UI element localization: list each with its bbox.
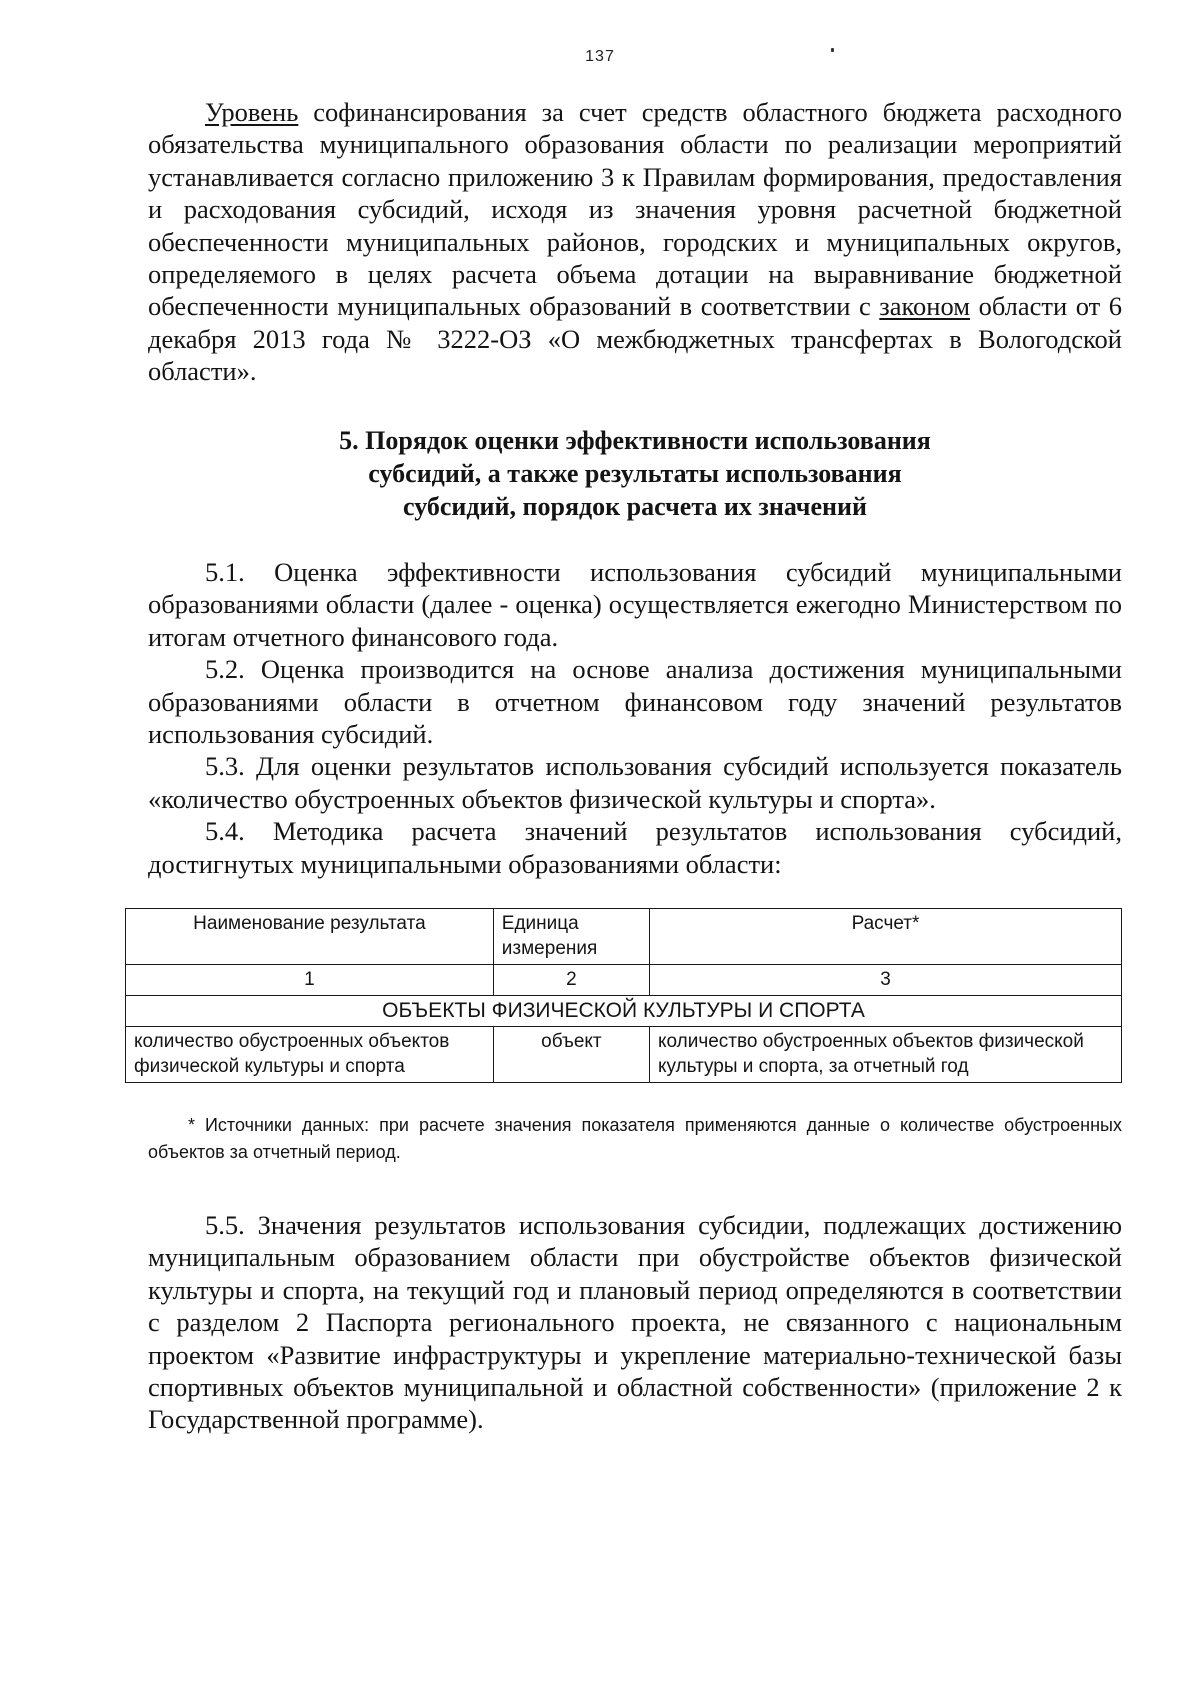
results-table bbox=[125, 908, 1122, 1083]
paragraph-5-5: 5.5. Значения результатов использования субсидии, подлежащих достижению муниципальным образованием области при обустройстве объектов физической культуры и спорта, на текущий год и плановый период определяются в соответствии с разделом 2 Паспорта регионального проекта, не связанного с национальным проектом «Развитие инфраструктуры и укрепление материально-технической базы спортивных объектов муниципальной и областной собственности» (приложение 2 к Государственной программе). bbox=[148, 1210, 1122, 1435]
intro-paragraph bbox=[148, 96, 1122, 388]
section-heading bbox=[148, 424, 1122, 523]
paragraph-5-2: 5.2. Оценка производится на основе анализа достижения муниципальными образованиями области в отчетном финансовом году значений результатов использования субсидий. bbox=[148, 654, 1122, 750]
heading-line: субсидий, а также результаты использования bbox=[368, 459, 902, 488]
header-cell-unit: Единица измерения bbox=[493, 909, 649, 965]
intro-text-b: области от 6 декабря 2013 года № 3222-ОЗ «О межбюджетных трансфертах в Вологодской области». bbox=[148, 291, 1122, 387]
column-number: 2 bbox=[493, 965, 649, 996]
column-number: 3 bbox=[649, 965, 1121, 996]
law-link[interactable]: законом bbox=[879, 291, 971, 322]
intro-text-a: софинансирования за счет средств областного бюджета расходного обязательства муниципального образования области по реализации мероприятий устанавливается согласно приложению 3 к Правилам формирования, предоставления и расходования субсидий, исходя из значения уровня расчетной бюджетной обеспеченности муниципальных районов, городских и муниципальных округов, определяемого в целях расчета объема дотации на выравнивание бюджетной обеспеченности муниципальных образований в соответствии с bbox=[148, 97, 1122, 322]
paragraph-5-1: 5.1. Оценка эффективности использования субсидий муниципальными образованиями области (далее - оценка) осуществляется ежегодно Министерством по итогам отчетного финансового года. bbox=[148, 557, 1122, 652]
paragraphs-5-1-to-5-4 bbox=[148, 556, 1122, 880]
paragraph-5-5-block bbox=[148, 1209, 1122, 1436]
table-category-row bbox=[126, 996, 1122, 1027]
footnote-text: * Источники данных: при расчете значения показателя применяются данные о количестве обустроенных объектов за отчетный период. bbox=[148, 1115, 1122, 1162]
table-header-row bbox=[126, 909, 1122, 965]
result-calc-cell: количество обустроенных объектов физической культуры и спорта, за отчетный год bbox=[649, 1027, 1121, 1083]
result-unit-cell: объект bbox=[493, 1027, 649, 1083]
scan-speck bbox=[831, 48, 834, 52]
heading-line: 5. Порядок оценки эффективности использования bbox=[339, 426, 931, 455]
category-cell: ОБЪЕКТЫ ФИЗИЧЕСКОЙ КУЛЬТУРЫ И СПОРТА bbox=[126, 996, 1122, 1027]
paragraph-5-3: 5.3. Для оценки результатов использования субсидий используется показатель «количество обустроенных объектов физической культуры и спорта». bbox=[148, 751, 1122, 814]
heading-line: субсидий, порядок расчета их значений bbox=[403, 492, 867, 521]
table-row bbox=[126, 1027, 1122, 1083]
header-cell-name: Наименование результата bbox=[126, 909, 494, 965]
page-number: 137 bbox=[585, 48, 615, 65]
header-cell-calc: Расчет* bbox=[649, 909, 1121, 965]
table-footnote bbox=[148, 1112, 1122, 1166]
column-number: 1 bbox=[126, 965, 494, 996]
paragraph-5-4: 5.4. Методика расчета значений результатов использования субсидий, достигнутых муниципальными образованиями области: bbox=[148, 816, 1122, 879]
table-number-row bbox=[126, 965, 1122, 996]
result-name-cell: количество обустроенных объектов физической культуры и спорта bbox=[126, 1027, 494, 1083]
underlined-word: Уровень bbox=[205, 97, 299, 127]
